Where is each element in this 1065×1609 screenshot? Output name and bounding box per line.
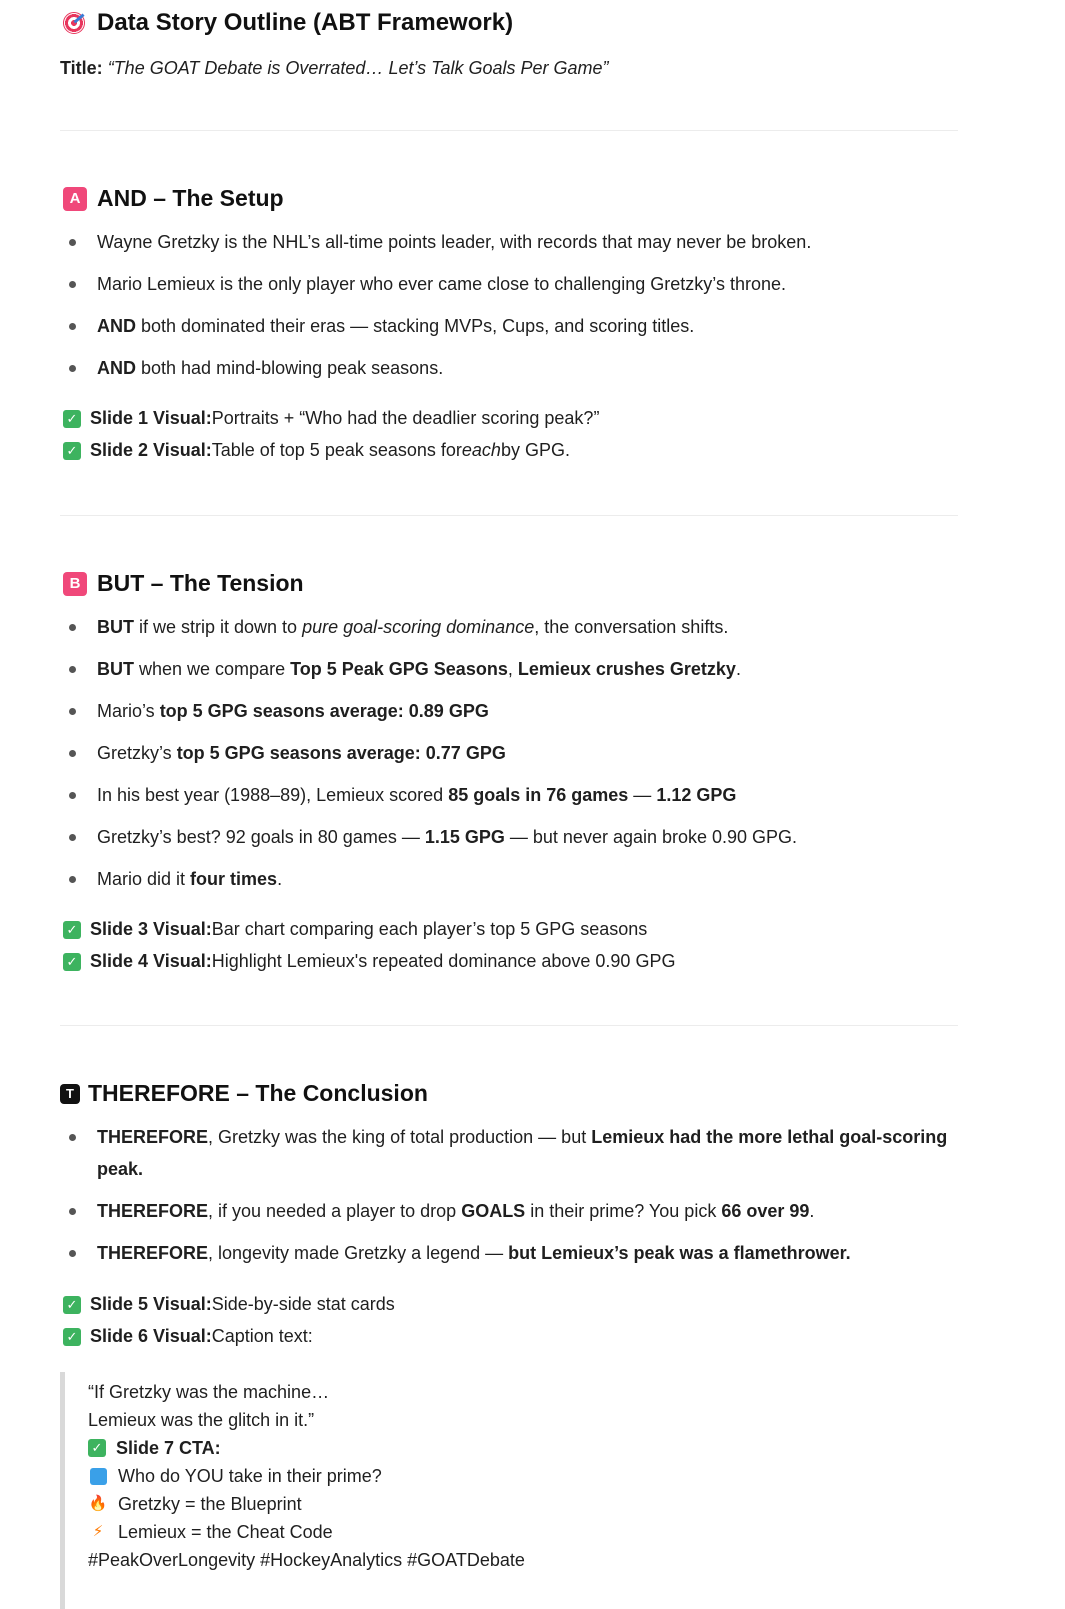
divider [60, 130, 958, 131]
but-bullet-list [60, 611, 960, 895]
lightning-icon: ⚡ [92, 1523, 104, 1540]
slide-4-visual: ✓ Slide 4 Visual: Highlight Lemieux's repeated dominance above 0.90 GPG [63, 951, 675, 972]
slide-5-visual: ✓ Slide 5 Visual: Side-by-side stat cards [63, 1294, 395, 1315]
letter-b-icon: B [63, 572, 87, 596]
list-item: In his best year (1988–89), Lemieux scored 85 goals in 76 games — 1.12 GPG [60, 779, 960, 811]
section-heading-and [63, 185, 284, 212]
hashtags: #PeakOverLongevity #HockeyAnalytics #GOATDebate [88, 1550, 525, 1570]
list-item: BUT if we strip it down to pure goal-scoring dominance, the conversation shifts. [60, 611, 960, 643]
slide-1-visual: ✓ Slide 1 Visual: Portraits + “Who had the deadlier scoring peak?” [63, 408, 599, 429]
section-heading-text: AND – The Setup [97, 185, 284, 211]
check-icon: ✓ [63, 410, 81, 428]
page-heading-text: Data Story Outline (ABT Framework) [97, 9, 514, 36]
title-text: “The GOAT Debate is Overrated… Let’s Talk Goals Per Game” [107, 58, 609, 78]
divider [60, 515, 958, 516]
check-icon: ✓ [63, 1328, 81, 1346]
section-heading-therefore [60, 1080, 428, 1107]
list-item: BUT when we compare Top 5 Peak GPG Seasons, Lemieux crushes Gretzky. [60, 653, 960, 685]
cta-question: Who do YOU take in their prime? [88, 1462, 688, 1490]
slide-2-visual: ✓ Slide 2 Visual: Table of top 5 peak seasons for each by GPG. [63, 440, 570, 461]
caption-quote [60, 1372, 688, 1609]
check-icon: ✓ [88, 1439, 106, 1457]
letter-t-icon: T [60, 1084, 80, 1104]
check-icon: ✓ [63, 1296, 81, 1314]
list-item: Wayne Gretzky is the NHL’s all-time points leader, with records that may never be broken. [60, 226, 960, 258]
list-item: THEREFORE, Gretzky was the king of total production — but Lemieux had the more lethal goal-scoring peak. [60, 1121, 960, 1185]
list-item: Mario’s top 5 GPG seasons average: 0.89 GPG [60, 695, 960, 727]
quote-line: “If Gretzky was the machine… [88, 1382, 330, 1402]
check-icon: ✓ [63, 953, 81, 971]
target-icon [63, 12, 85, 34]
list-item: Mario Lemieux is the only player who ever came close to challenging Gretzky’s throne. [60, 268, 960, 300]
list-item: THEREFORE, longevity made Gretzky a legend — but Lemieux’s peak was a flamethrower. [60, 1237, 960, 1269]
quote-line: Lemieux was the glitch in it.” [88, 1410, 315, 1430]
therefore-bullet-list [60, 1121, 960, 1269]
cube-icon [90, 1468, 107, 1485]
list-item: Gretzky’s best? 92 goals in 80 games — 1.15 GPG — but never again broke 0.90 GPG. [60, 821, 960, 853]
check-icon: ✓ [63, 921, 81, 939]
section-heading-but [63, 570, 304, 597]
list-item: Mario did it four times. [60, 863, 960, 895]
lemieux-line: ⚡ Lemieux = the Cheat Code [88, 1518, 688, 1546]
list-item: AND both dominated their eras — stacking MVPs, Cups, and scoring titles. [60, 310, 960, 342]
section-heading-text: THEREFORE – The Conclusion [88, 1080, 428, 1106]
section-heading-text: BUT – The Tension [97, 570, 304, 596]
gretzky-line: 🔥 Gretzky = the Blueprint [88, 1494, 302, 1514]
page-heading [63, 9, 513, 37]
list-item: Gretzky’s top 5 GPG seasons average: 0.77 GPG [60, 737, 960, 769]
cta-heading: ✓ Slide 7 CTA: [88, 1434, 688, 1462]
divider [60, 1025, 958, 1026]
title-label: Title: [60, 58, 103, 78]
list-item: THEREFORE, if you needed a player to drop GOALS in their prime? You pick 66 over 99. [60, 1195, 960, 1227]
check-icon: ✓ [63, 442, 81, 460]
and-bullet-list [60, 226, 960, 384]
letter-a-icon: A [63, 187, 87, 211]
slide-6-visual: ✓ Slide 6 Visual: Caption text: [63, 1326, 313, 1347]
story-title [60, 58, 609, 79]
list-item: AND both had mind-blowing peak seasons. [60, 352, 960, 384]
slide-3-visual: ✓ Slide 3 Visual: Bar chart comparing each player’s top 5 GPG seasons [63, 919, 647, 940]
fire-icon: 🔥 [88, 1495, 108, 1512]
